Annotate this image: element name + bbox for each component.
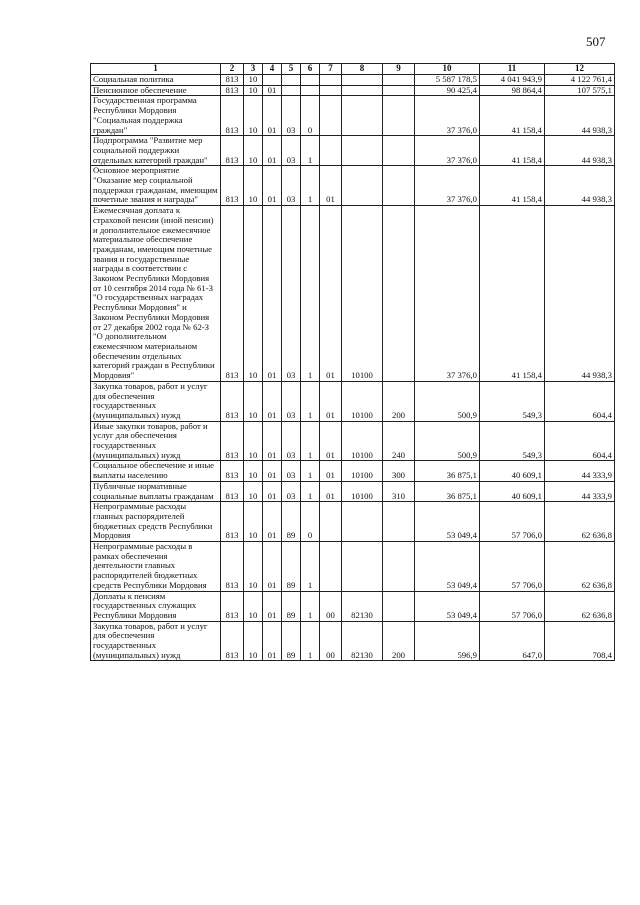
code-cell: 813 [221,481,244,501]
code-cell: 10100 [342,461,383,481]
amount-cell: 4 041 943,9 [480,75,545,86]
column-header: 7 [320,64,342,75]
amount-cell: 36 875,1 [415,461,480,481]
code-cell: 10 [244,85,263,96]
code-cell: 813 [221,96,244,136]
column-header: 12 [545,64,615,75]
code-cell [320,136,342,166]
amount-cell: 44 938,3 [545,96,615,136]
code-cell: 10 [244,481,263,501]
code-cell: 310 [383,481,415,501]
code-cell: 01 [320,381,342,421]
code-cell [342,166,383,206]
code-cell [263,75,282,86]
code-cell: 01 [263,136,282,166]
code-cell [383,166,415,206]
amount-cell: 57 706,0 [480,591,545,621]
code-cell: 01 [263,502,282,542]
table-row [91,421,615,461]
code-cell: 01 [263,542,282,592]
row-name: Социальное обеспечение и иные выплаты населению [91,461,221,481]
amount-cell: 44 333,9 [545,481,615,501]
code-cell: 813 [221,136,244,166]
amount-cell: 53 049,4 [415,591,480,621]
page-number: 507 [586,34,606,49]
code-cell: 01 [263,481,282,501]
column-header: 6 [301,64,320,75]
code-cell: 10 [244,591,263,621]
code-cell: 89 [282,621,301,661]
column-header: 8 [342,64,383,75]
code-cell: 01 [263,206,282,382]
code-cell: 10 [244,136,263,166]
amount-cell: 41 158,4 [480,96,545,136]
code-cell: 10100 [342,206,383,382]
code-cell: 10100 [342,481,383,501]
code-cell: 03 [282,96,301,136]
amount-cell: 5 587 178,5 [415,75,480,86]
code-cell [282,75,301,86]
code-cell: 82130 [342,621,383,661]
row-name: Основное мероприятие "Оказание мер социальной поддержки гражданам, имеющим почетные звания и награды" [91,166,221,206]
code-cell: 1 [301,381,320,421]
amount-cell: 604,4 [545,381,615,421]
amount-cell: 44 333,9 [545,461,615,481]
code-cell [342,136,383,166]
amount-cell: 549,3 [480,381,545,421]
amount-cell: 62 636,8 [545,542,615,592]
amount-cell: 647,0 [480,621,545,661]
amount-cell: 62 636,8 [545,502,615,542]
code-cell [383,542,415,592]
code-cell: 1 [301,136,320,166]
code-cell: 1 [301,461,320,481]
code-cell: 813 [221,502,244,542]
code-cell: 200 [383,621,415,661]
code-cell: 813 [221,542,244,592]
table-row [91,136,615,166]
amount-cell: 37 376,0 [415,136,480,166]
code-cell: 10 [244,621,263,661]
code-cell [383,85,415,96]
code-cell: 82130 [342,591,383,621]
code-cell: 10 [244,206,263,382]
code-cell: 01 [263,96,282,136]
code-cell [301,75,320,86]
code-cell: 03 [282,421,301,461]
code-cell [383,75,415,86]
code-cell: 01 [320,481,342,501]
row-name: Подпрограмма "Развитие мер социальной поддержки отдельных категорий граждан" [91,136,221,166]
code-cell [342,75,383,86]
code-cell: 01 [320,206,342,382]
code-cell: 10 [244,542,263,592]
code-cell: 03 [282,481,301,501]
row-name: Закупка товаров, работ и услуг для обеспечения государственных (муниципальных) нужд [91,381,221,421]
code-cell: 01 [320,166,342,206]
code-cell: 10 [244,421,263,461]
amount-cell: 41 158,4 [480,206,545,382]
table-row [91,621,615,661]
code-cell: 1 [301,481,320,501]
code-cell [282,85,301,96]
code-cell [320,542,342,592]
code-cell [342,542,383,592]
code-cell: 89 [282,542,301,592]
row-name: Иные закупки товаров, работ и услуг для обеспечения государственных (муниципальных) нужд [91,421,221,461]
code-cell: 1 [301,421,320,461]
code-cell: 10 [244,381,263,421]
row-name: Государственная программа Республики Мордовия "Социальная поддержка граждан" [91,96,221,136]
code-cell: 00 [320,591,342,621]
code-cell: 0 [301,502,320,542]
table-row [91,85,615,96]
code-cell: 10 [244,75,263,86]
code-cell: 10 [244,502,263,542]
code-cell [383,136,415,166]
code-cell: 01 [263,621,282,661]
code-cell: 89 [282,591,301,621]
table-row [91,591,615,621]
table-row [91,206,615,382]
code-cell: 01 [263,591,282,621]
code-cell: 03 [282,461,301,481]
code-cell: 03 [282,381,301,421]
amount-cell: 36 875,1 [415,481,480,501]
amount-cell: 53 049,4 [415,502,480,542]
code-cell: 01 [263,421,282,461]
code-cell: 10100 [342,421,383,461]
row-name: Социальная политика [91,75,221,86]
code-cell: 01 [263,381,282,421]
amount-cell: 549,3 [480,421,545,461]
code-cell [383,96,415,136]
code-cell: 813 [221,621,244,661]
code-cell: 10 [244,166,263,206]
amount-cell: 41 158,4 [480,136,545,166]
amount-cell: 90 425,4 [415,85,480,96]
code-cell: 10 [244,461,263,481]
row-name: Доплаты к пенсиям государственных служащих Республики Мордовия [91,591,221,621]
column-header: 10 [415,64,480,75]
code-cell: 1 [301,166,320,206]
code-cell: 1 [301,206,320,382]
amount-cell: 708,4 [545,621,615,661]
amount-cell: 37 376,0 [415,206,480,382]
row-name: Закупка товаров, работ и услуг для обеспечения государственных (муниципальных) нужд [91,621,221,661]
amount-cell: 500,9 [415,381,480,421]
column-header: 5 [282,64,301,75]
row-name: Публичные нормативные социальные выплаты гражданам [91,481,221,501]
code-cell: 200 [383,381,415,421]
amount-cell: 44 938,3 [545,206,615,382]
code-cell [342,96,383,136]
amount-cell: 53 049,4 [415,542,480,592]
code-cell: 813 [221,461,244,481]
amount-cell: 107 575,1 [545,85,615,96]
code-cell: 01 [320,461,342,481]
code-cell [320,85,342,96]
table-row [91,481,615,501]
code-cell: 89 [282,502,301,542]
column-header: 9 [383,64,415,75]
column-header: 11 [480,64,545,75]
code-cell: 240 [383,421,415,461]
code-cell [301,85,320,96]
code-cell: 01 [263,461,282,481]
code-cell: 1 [301,621,320,661]
row-name: Непрограммные расходы в рамках обеспечения деятельности главных распорядителей бюджетных средств Республики Мордовия [91,542,221,592]
code-cell [320,502,342,542]
code-cell: 813 [221,75,244,86]
code-cell [342,85,383,96]
row-name: Ежемесячная доплата к страховой пенсии (иной пенсии) и дополнительное ежемесячное материальное обеспечение гражданам, имеющим почетные звания и государственные награды в соответствии с Законом Республики Мордовия от 10 сентября 2014 года № 61-З "О государственных наградах Республики Мордовия" и Законом Республики Мордовия от 27 декабря 2002 года № 62-З "О дополнительном ежемесячном материальном обеспечении отдельных категорий граждан в Республики Мордовия" [91,206,221,382]
table-row [91,381,615,421]
table-row [91,96,615,136]
column-header: 3 [244,64,263,75]
amount-cell: 40 609,1 [480,481,545,501]
code-cell [342,502,383,542]
code-cell [383,206,415,382]
code-cell: 1 [301,542,320,592]
code-cell: 300 [383,461,415,481]
code-cell: 813 [221,206,244,382]
code-cell: 01 [263,166,282,206]
code-cell: 813 [221,591,244,621]
amount-cell: 4 122 761,4 [545,75,615,86]
column-header: 1 [91,64,221,75]
amount-cell: 604,4 [545,421,615,461]
header-row [91,64,615,75]
amount-cell: 37 376,0 [415,96,480,136]
amount-cell: 98 864,4 [480,85,545,96]
amount-cell: 44 938,3 [545,136,615,166]
code-cell: 813 [221,421,244,461]
code-cell: 10 [244,96,263,136]
budget-table [90,63,615,661]
amount-cell: 41 158,4 [480,166,545,206]
column-header: 4 [263,64,282,75]
table-row [91,75,615,86]
table-row [91,502,615,542]
code-cell [320,75,342,86]
table-row [91,461,615,481]
amount-cell: 62 636,8 [545,591,615,621]
code-cell: 10100 [342,381,383,421]
code-cell: 0 [301,96,320,136]
amount-cell: 37 376,0 [415,166,480,206]
column-header: 2 [221,64,244,75]
table-row [91,542,615,592]
code-cell [383,591,415,621]
code-cell [320,96,342,136]
code-cell: 1 [301,591,320,621]
row-name: Пенсионное обеспечение [91,85,221,96]
code-cell: 00 [320,621,342,661]
amount-cell: 40 609,1 [480,461,545,481]
amount-cell: 500,9 [415,421,480,461]
code-cell: 03 [282,166,301,206]
amount-cell: 57 706,0 [480,542,545,592]
code-cell: 813 [221,166,244,206]
amount-cell: 44 938,3 [545,166,615,206]
code-cell: 03 [282,206,301,382]
code-cell: 03 [282,136,301,166]
code-cell [383,502,415,542]
code-cell: 813 [221,85,244,96]
code-cell: 01 [263,85,282,96]
amount-cell: 57 706,0 [480,502,545,542]
amount-cell: 596,9 [415,621,480,661]
code-cell: 01 [320,421,342,461]
code-cell: 813 [221,381,244,421]
table-row [91,166,615,206]
row-name: Непрограммные расходы главных распорядителей бюджетных средств Республики Мордовия [91,502,221,542]
